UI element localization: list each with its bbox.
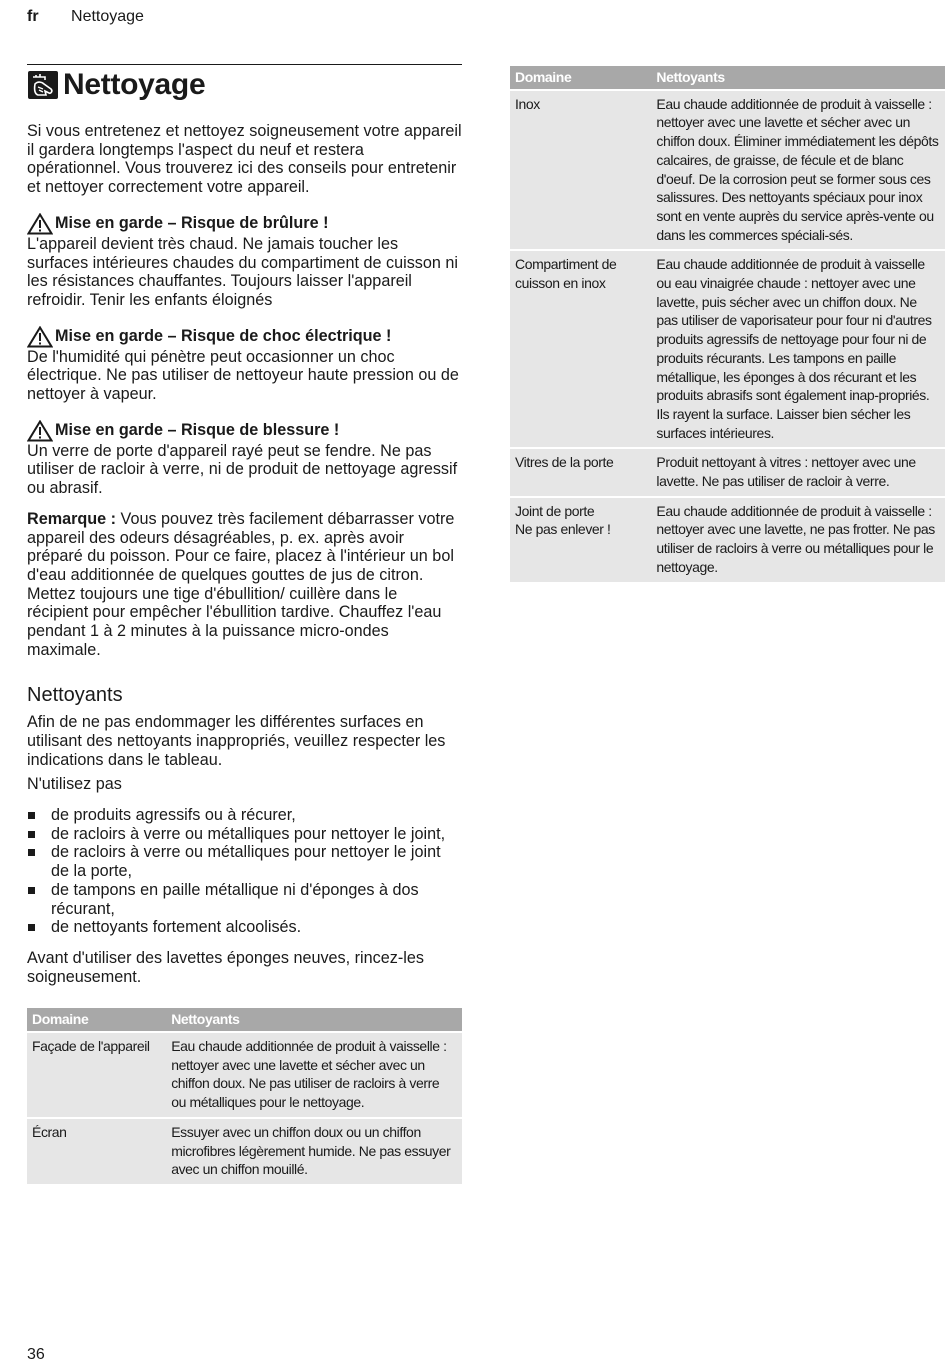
right-column [510, 66, 945, 582]
warning-title: Mise en garde – Risque de choc électrique ! [55, 327, 392, 346]
table-cell-domain: Inox [510, 90, 651, 251]
list-item: de nettoyants fortement alcoolisés. [27, 918, 462, 937]
column-header-domain: Domaine [510, 66, 651, 90]
remark-text: Vous pouvez très facilement débarrasser votre appareil des odeurs désagréables, p. ex. après avoir préparé du poisson. Pour ce faire, placez à l'intérieur un bol d'eau additionnée de quelques gouttes de jus de citron. Mettez toujours une tige d'ébullition/ cuillère dans le récipient pour empêcher l'ébullition tardive. Chauffez l'eau pendant 1 à 2 minutes à la puissance micro-ondes maximale. [27, 509, 455, 659]
warning-text: Un verre de porte d'appareil rayé peut se fendre. Ne pas utiliser de racloir à verre, ni de produit de nettoyage agressif ou abrasif. [27, 441, 458, 498]
table-header-row [510, 66, 945, 90]
warning-heading [27, 420, 462, 442]
not-use-list [27, 806, 462, 937]
column-header-cleaners: Nettoyants [651, 66, 945, 90]
table-cell-cleaner: Eau chaude additionnée de produit à vaisselle : nettoyer avec une lavette, ne pas frotter. Ne pas utiliser de racloirs à verre ou métalliques pour le nettoyage. [651, 497, 945, 582]
header-section: Nettoyage [71, 8, 144, 25]
warning-heading [27, 326, 462, 348]
warning-burn [27, 213, 462, 310]
table-header-row [27, 1008, 462, 1032]
table-row [27, 1118, 462, 1184]
warning-title: Mise en garde – Risque de blessure ! [55, 421, 340, 440]
table-cell-domain: Compartiment de cuisson en inox [510, 250, 651, 448]
remark-paragraph [27, 510, 462, 660]
language-code: fr [27, 8, 39, 25]
table-cell-domain: Vitres de la porte [510, 448, 651, 496]
not-use-label: N'utilisez pas [27, 775, 122, 794]
square-bullet-icon [28, 812, 35, 819]
warning-triangle-icon [27, 420, 53, 442]
square-bullet-icon [28, 924, 35, 931]
table-cell-domain: Écran [27, 1118, 166, 1184]
table-row [27, 1032, 462, 1118]
page-title: Nettoyage [63, 68, 206, 101]
square-bullet-icon [28, 849, 35, 856]
square-bullet-icon [28, 831, 35, 838]
list-item: de tampons en paille métallique ni d'éponges à dos récurant, [27, 881, 462, 918]
warning-heading [27, 213, 462, 235]
column-header-cleaners: Nettoyants [166, 1008, 462, 1032]
table-cell-cleaner: Essuyer avec un chiffon doux ou un chiffon microfibres légèrement humide. Ne pas essuyer avec un chiffon mouillé. [166, 1118, 462, 1184]
cleaners-heading: Nettoyants [27, 684, 123, 707]
table-cell-cleaner: Eau chaude additionnée de produit à vaisselle ou eau vinaigrée chaude : nettoyer avec une lavette, puis sécher avec un chiffon doux. Ne pas utiliser de vaporisateur pour four ni d'autres produits agressifs de nettoyage pour four ni de produits récurants. Les tampons en paille métallique, les éponges à dos récurant et les produits abrasifs sont également inap-propriés. Ils rayent la surface. Laisser bien sécher les surfaces intérieures. [651, 250, 945, 448]
table-row [510, 90, 945, 251]
left-column [27, 64, 462, 1184]
table-row [510, 448, 945, 496]
table-cell-domain: Façade de l'appareil [27, 1032, 166, 1118]
list-item: de racloirs à verre ou métalliques pour nettoyer le joint, [27, 825, 462, 844]
table-cell-cleaner: Eau chaude additionnée de produit à vaisselle : nettoyer avec une lavette et sécher avec un chiffon doux. Éliminer immédiatement les dépôts calcaires, de graisse, de fécule et de blanc d'oeuf. De la corrosion peut se former sous ces salissures. Des nettoyants spéciaux pour inox sont en vente auprès du service après-vente ou dans les commerces spéciali-sés. [651, 90, 945, 251]
page-header [27, 8, 144, 26]
cleaning-hand-icon [27, 70, 59, 100]
remark-label: Remarque : [27, 509, 117, 528]
cleaners-intro: Afin de ne pas endommager les différentes surfaces en utilisant des nettoyants inappropriés, veuillez respecter les indications dans le tableau. [27, 713, 446, 769]
intro-paragraph: Si vous entretenez et nettoyez soigneusement votre appareil il gardera longtemps l'aspect du neuf et restera opérationnel. Vous trouverez ici des conseils pour entretenir et nettoyer correctement votre appareil. [27, 122, 462, 197]
list-item: de produits agressifs ou à récurer, [27, 806, 462, 825]
list-item: de racloirs à verre ou métalliques pour nettoyer le joint de la porte, [27, 843, 462, 880]
page-number: 36 [27, 1346, 45, 1363]
warning-title: Mise en garde – Risque de brûlure ! [55, 214, 329, 233]
warning-text: L'appareil devient très chaud. Ne jamais toucher les surfaces intérieures chaudes du compartiment de cuisson ni les résistances chauffantes. Toujours laisser l'appareil refroidir. Tenir les enfants éloignés [27, 234, 458, 309]
title-bar [27, 64, 462, 102]
warning-injury [27, 420, 462, 498]
warning-triangle-icon [27, 326, 53, 348]
column-header-domain: Domaine [27, 1008, 166, 1032]
cleaning-table-front-display [27, 1008, 462, 1184]
warning-electric-shock [27, 326, 462, 404]
rinse-note: Avant d'utiliser des lavettes éponges neuves, rincez-les soigneusement. [27, 948, 424, 986]
table-cell-cleaner: Eau chaude additionnée de produit à vaisselle : nettoyer avec une lavette et sécher avec un chiffon doux. Ne pas utiliser de racloirs à verre ou métalliques pour le nettoyage. [166, 1032, 462, 1118]
square-bullet-icon [28, 887, 35, 894]
table-cell-cleaner: Produit nettoyant à vitres : nettoyer avec une lavette. Ne pas utiliser de racloir à verre. [651, 448, 945, 496]
warning-text: De l'humidité qui pénètre peut occasionner un choc électrique. Ne pas utiliser de nettoyeur haute pression ou de nettoyer à vapeur. [27, 347, 459, 404]
cleaning-table-surfaces [510, 66, 945, 582]
warning-triangle-icon [27, 213, 53, 235]
table-row [510, 250, 945, 448]
table-cell-domain: Joint de porte Ne pas enlever ! [510, 497, 651, 582]
table-row [510, 497, 945, 582]
